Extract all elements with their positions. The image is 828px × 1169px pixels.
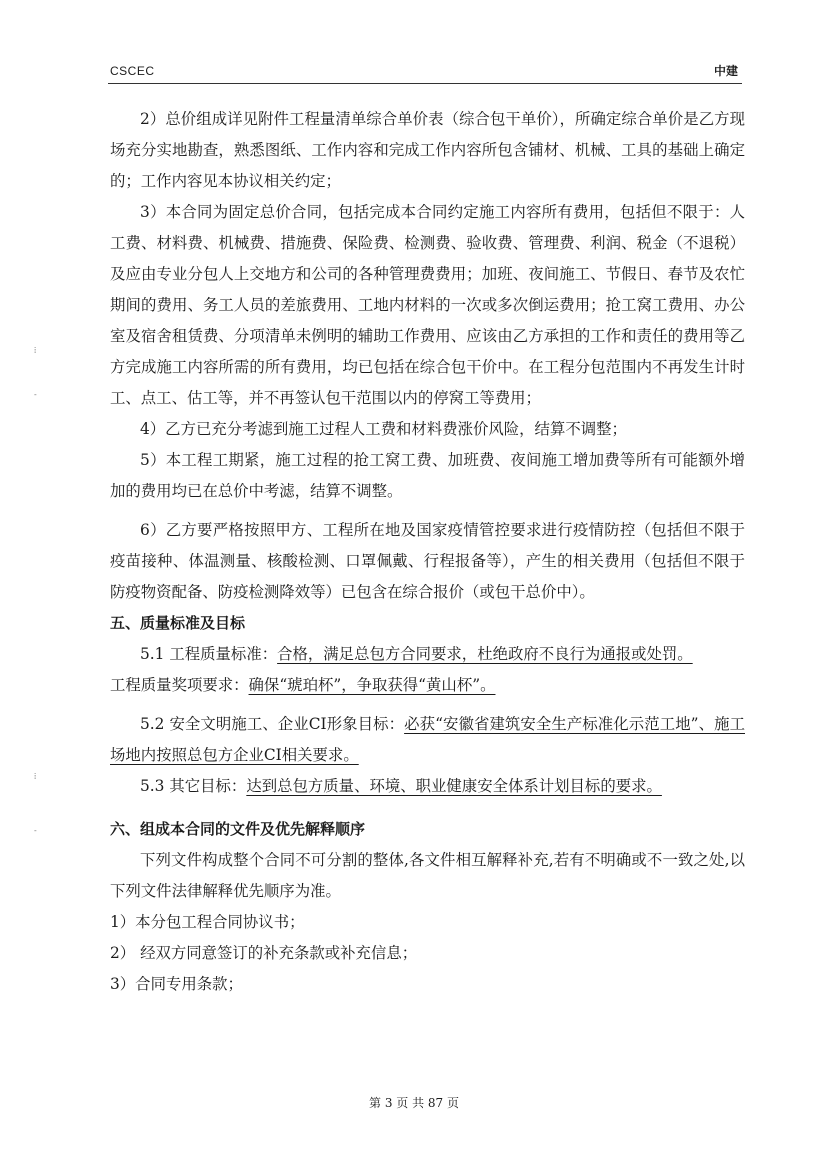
list-item: 1）本分包工程合同协议书； (110, 913, 305, 931)
header-left-text: CSCEC (110, 64, 155, 78)
other-target (110, 771, 745, 802)
section-5-heading: 五、质量标准及目标 (110, 614, 246, 632)
quality-standard (110, 639, 745, 670)
clause-4: 4）乙方已充分考滤到施工过程人工费和材料费涨价风险，结算不调整； (140, 420, 627, 438)
section-6-heading: 六、组成本合同的文件及优先解释顺序 (110, 820, 366, 838)
scan-mark: - (34, 390, 37, 399)
scan-mark: - (34, 826, 37, 835)
clause-3: 3）本合同为固定总价合同，包括完成本合同约定施工内容所有费用，包括但不限于：人工费、材料费、机械费、措施费、保险费、检测费、验收费、管理费、利润、税金（不退税）及应由专业分包人上交地方和公司的各种管理费费用；加班、夜间施工、节假日、春节及农忙期间的费用、务工人员的差旅费用、工地内材料的一次或多次倒运费用；抢工窝工费用、办公室及宿舍租赁费、分项清单未例明的辅助工作费用、应该由乙方承担的工作和责任的费用等乙方完成施工内容所需的所有费用，均已包括在综合包干价中。在工程分包范围内不再发生计时工、点工、估工等，并不再签认包干范围以内的停窝工等费用； (110, 203, 745, 407)
other-target-value: 达到总包方质量、环境、职业健康安全体系计划目标的要求。 (246, 777, 662, 795)
quality-standard-label: 5.1 工程质量标准： (140, 645, 278, 663)
document-body (110, 104, 745, 1000)
header-right-text: 中建 (713, 64, 738, 78)
list-item: 2） 经双方同意签订的补充条款或补充信息； (110, 944, 418, 962)
page-number: 第 3 页 共 87 页 (369, 1096, 459, 1110)
quality-standard-value: 合格，满足总包方合同要求，杜绝政府不良行为通报或处罚。 (277, 645, 693, 663)
safety-target-value: 必获“安徽省建筑安全生产标准化示范工地”、施工场地内按照总包方企业CI相关要求。 (110, 715, 745, 764)
clause-5: 5）本工程工期紧，施工过程的抢工窝工费、加班费、夜间施工增加费等所有可能额外增加的费用均已在总价中考滤，结算不调整。 (110, 451, 745, 500)
scan-mark: ⁞ (34, 772, 37, 781)
clause-6: 6）乙方要严格按照甲方、工程所在地及国家疫情管控要求进行疫情防控（包括但不限于疫苗接种、体温测量、核酸检测、口罩佩戴、行程报备等），产生的相关费用（包括但不限于防疫物资配备、防疫检测降效等）已包含在综合报价（或包干总价中）。 (110, 521, 745, 601)
safety-target (110, 709, 745, 771)
quality-award-value: 确保“琥珀杯”，争取获得“黄山杯”。 (248, 676, 496, 694)
quality-award (110, 670, 745, 701)
safety-target-label: 5.2 安全文明施工、企业CI形象目标： (140, 715, 405, 733)
clause-2: 2）总价组成详见附件工程量清单综合单价表（综合包干单价），所确定综合单价是乙方现场充分实地勘查，熟悉图纸、工作内容和完成工作内容所包含铺材、机械、工具的基础上确定的；工作内容见本协议相关约定； (110, 110, 745, 190)
header-rule (108, 83, 742, 84)
other-target-label: 5.3 其它目标： (140, 777, 247, 795)
list-item: 3）合同专用条款； (110, 975, 243, 993)
scan-mark: ⁞ (34, 346, 37, 355)
quality-award-label: 工程质量奖项要求： (110, 676, 249, 694)
section-6-intro: 下列文件构成整个合同不可分割的整体,各文件相互解释补充,若有不明确或不一致之处,以下列文件法律解释优先顺序为准。 (110, 851, 745, 900)
